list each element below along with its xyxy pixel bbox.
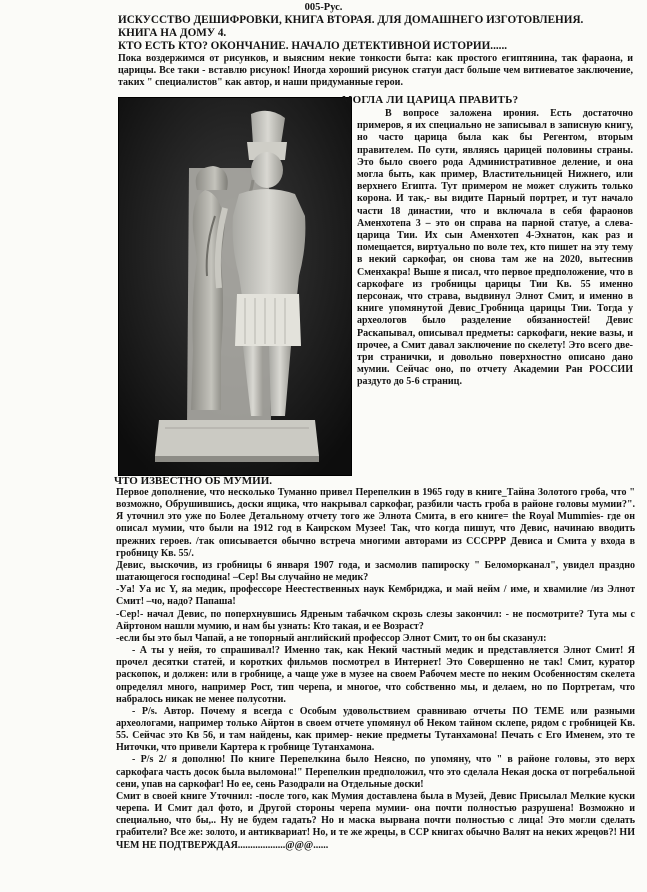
paragraph-5: -если бы это был Чапай, а не топорный английский профессор Элнот Смит, то он бы сказанул: <box>116 632 547 644</box>
paragraph-9: Смит в своей книге Уточнил: -после того, как Мумия доставлена была в Музей, Девис Присылал Мелкие куски черепа. И Смит дал фото, и Другой стороны черепа мумии- она почти полностью разрушена! Возможно и специально, что бы,.. Ну не будем гадать? Но и маска вырвана почти полностью с лица! Это могли сделать грабители? Все же: золото, и антиквариат! Но, и те же жрецы, в ССР книгах обычно Валят на неких жрецов?! НИ ЧЕМ НЕ ПОДТВЕРЖДАЯ...................@@@...... <box>116 790 635 851</box>
section-title-queen: МОГЛА ЛИ ЦАРИЦА ПРАВИТЬ? <box>342 94 519 106</box>
paragraph-2: Девис, выскочив, из гробницы 6 января 1907 года, и засмолив папироску " Беломорканал", увидел праздно шатающегося господина! –Сер! Вы случайно не медик? <box>116 559 635 584</box>
paragraph-3: -Уа! Уа ис Y, яа медик, профессоре Неестественных наук Кембриджа, и май нейм / име, и хвамилие /из Элнот Смит! –чо, надо? Папаша! <box>116 584 635 608</box>
paragraph-1: Первое дополнение, что несколько Туманно привел Перепелкин в 1965 году в книге_Тайна Золотого гроба, что " возможно, Обрушившись, доски ящика, что накрывал саркофаг, разбили часть гроба в районе головы мумии?". Я уточнил это уже по Более Детальному отчету того же Элнота Смита, в его книге= the Royal Mummies- где он описал мумии, что были на 1912 год в Каирском Музее! Так, что когда пишут, что Девис, начинаю вводить прежних героев. /так описывается обычно встреча многими авторами из СССРРР Девиса и Смита у входа в гробницу Кв. 55/. <box>116 487 635 559</box>
title-line-2: КНИГА НА ДОМУ 4. <box>118 27 227 39</box>
lower-text-block <box>116 487 635 852</box>
title-line-3: КТО ЕСТЬ КТО? ОКОНЧАНИЕ. НАЧАЛО ДЕТЕКТИВНОЙ ИСТОРИИ...... <box>118 40 508 52</box>
page-header: 005-Рус. <box>304 2 343 13</box>
intro-paragraph: Пока воздержимся от рисунков, и выясним некие тонкости быта: как простого египтянина, так фараона, и царицы. Все таки - вставлю рисунок! Иногда хороший рисунок статуи даст больше чем витиеватое заключение, таких " специалистов" как автор, и наши придуманные герои. <box>118 53 633 89</box>
paragraph-7: - P/s. Автор. Почему я всегда с Особым удовольствием сравниваю отчеты ПО ТЕМЕ или разными археологами, например только Айртон в своем отчете упомянул об Неком тайном склепе, рядом с гробницей Кв. 55. Сейчас это Кв 56, и там найдены, как пример- некие предметы Тутанхамона! Печать с Его Именем, это те Ниточки, что привели Картера к гробнице Тутанхамона. <box>116 705 635 754</box>
paragraph-6: - А ты у нейя, то спрашивал!? Именно так, как Некий частный медик и представляется Элнот Смит! Я прочел десятки статей, и коротких фильмов посмотрел в Интернет! Это Совершенно не так! Смит, куратор раскопок, и должен: или в гробнице, а чаще уже в музее на своем Рабочем месте по неким Особенностям скелета определял много, например Рост, тип черепа, и многое, что собственно мы, и делаем, но по Портретам, что набралось никак не менее полусотни. <box>116 645 635 705</box>
title-line-1: ИСКУССТВО ДЕШИФРОВКИ, КНИГА ВТОРАЯ. ДЛЯ ДОМАШНЕГО ИЗГОТОВЛЕНИЯ. <box>118 14 584 26</box>
right-column-text: В вопросе заложена ирония. Есть достаточно примеров, я их специально не записывал в записную книгу, но часто царица была как бы Регентом, вторым правителем. По сути, являясь царицей половины страны. Это было своего рода Административное деление, и она могла быть, как пример, Властительницей Нижнего, или верхнего Египта. Тут примером не может служить только корона. И так,- вы видите Парный портрет, и тут начало части 18 династии, что и включала в себя фараонов Аменхотепа 3 – это он справа на парной статуе, а слева-царица Тии. Их сын Аменхотеп 4-Эхнатон, как раз и помещается, виртуально по воле тех, кто пишет на эту тему в некий саркофаг, он снова там же на 2020, вытеснив Сменхакра! Выше я писал, что первое предположение, что в саркофаге из гробницы царицы Тии Кв. 55 именно персонаж, что страва, выдвинул Элнот Смит, и именно в книге упомянутой Девис_Гробница царицы Тии. Тогда у археологов было разделение обязанностей! Девис Раскапывал, описывал предметы: саркофаги, некие вазы, и прочее, а Смит давал заключение по скелету! Это всего две- три странички, и довольно поверхностно описано дано мумии. Сейчас оно, по отчету Академии Ран РОССИИ раздуто до 5-6 страниц. <box>357 108 633 388</box>
statue-photo <box>118 97 352 476</box>
paragraph-8: - P/s 2/ я дополню! По книге Перепелкина было Неясно, по упомяну, что " в районе головы, это верх саркофага часть досок была выломона!" Перепелкин предположил, что это сделала Некая доска от погребальной сени, упав на саркофаг! Но ее, сень Разодрали на Отдельные доски! <box>116 754 635 790</box>
section-title-mummy: ЧТО ИЗВЕСТНО ОБ МУМИИ. <box>114 475 273 487</box>
paired-statue-image <box>119 98 351 475</box>
paragraph-4: -Сер!- начал Девис, по поперхнувшись Ядреным табачком скрозь слезы закончил: - не посмотрите? Тута мы с Айртоном нашли мумию, и нам бы узнать: Кто такая, и ее Возраст? <box>116 608 635 632</box>
